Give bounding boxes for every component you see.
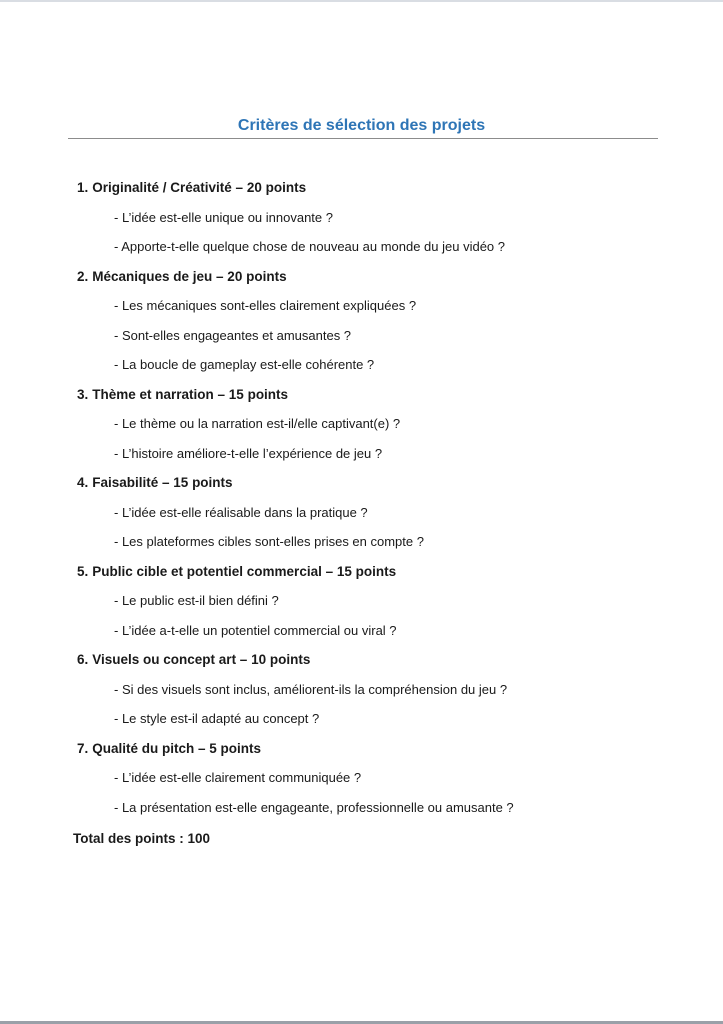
criterion-question: - La présentation est-elle engageante, professionnelle ou amusante ?: [114, 799, 514, 815]
criterion-question: - L’idée est-elle clairement communiquée ?: [114, 770, 362, 785]
criterion-heading: [77, 383, 723, 413]
criterion-title: Qualité du pitch – 5 points: [92, 740, 262, 756]
criterion-question: - L’idée a-t-elle un potentiel commercial ou viral ?: [114, 622, 397, 638]
criterion-number: 5.: [77, 563, 89, 579]
criterion-question: - L’idée est-elle réalisable dans la pratique ?: [114, 504, 368, 520]
criterion-question: - L’idée est-elle unique ou innovante ?: [114, 209, 333, 225]
criterion-heading: [77, 471, 723, 501]
criterion-heading: [77, 265, 723, 295]
criterion-number: 3.: [77, 386, 89, 402]
criterion-title: Faisabilité – 15 points: [92, 475, 233, 490]
criterion-question: - L’histoire améliore-t-elle l’expérience de jeu ?: [114, 445, 383, 461]
criterion-question: - La boucle de gameplay est-elle cohérente ?: [114, 357, 375, 372]
criterion-question: - Les plateformes cibles sont-elles prises en compte ?: [114, 534, 424, 549]
criterion-heading: [77, 648, 723, 678]
criterion-number: 6.: [77, 652, 89, 667]
criteria-list: [0, 176, 723, 825]
criterion-question: - Le thème ou la narration est-il/elle captivant(e) ?: [114, 416, 401, 431]
scan-edge-top: [0, 0, 723, 2]
criterion-number: 7.: [77, 740, 89, 756]
criterion-question: - Sont-elles engageantes et amusantes ?: [114, 327, 352, 343]
criterion-heading: [77, 737, 723, 767]
total-points: Total des points : 100: [73, 831, 211, 846]
criterion-question: - Le style est-il adapté au concept ?: [114, 711, 320, 726]
criterion-title: Public cible et potentiel commercial – 15 points: [92, 563, 397, 579]
criterion-question: - Les mécaniques sont-elles clairement expliquées ?: [114, 298, 417, 313]
criterion-question: - Si des visuels sont inclus, améliorent-ils la compréhension du jeu ?: [114, 681, 508, 697]
criterion-number: 4.: [77, 475, 89, 490]
criterion-title: Originalité / Créativité – 20 points: [92, 180, 307, 195]
criterion-question: - Apporte-t-elle quelque chose de nouveau au monde du jeu vidéo ?: [114, 239, 506, 254]
criterion-title: Visuels ou concept art – 10 points: [92, 652, 311, 667]
criterion-heading: [77, 176, 723, 206]
criterion-title: Thème et narration – 15 points: [92, 386, 289, 402]
criterion-title: Mécaniques de jeu – 20 points: [92, 268, 287, 284]
document-title: Critères de sélection des projets: [237, 117, 486, 134]
criterion-number: 2.: [77, 268, 89, 284]
criterion-question: - Le public est-il bien défini ?: [114, 593, 279, 608]
title-divider: [68, 138, 658, 139]
criterion-number: 1.: [77, 180, 89, 195]
criterion-heading: [77, 560, 723, 590]
